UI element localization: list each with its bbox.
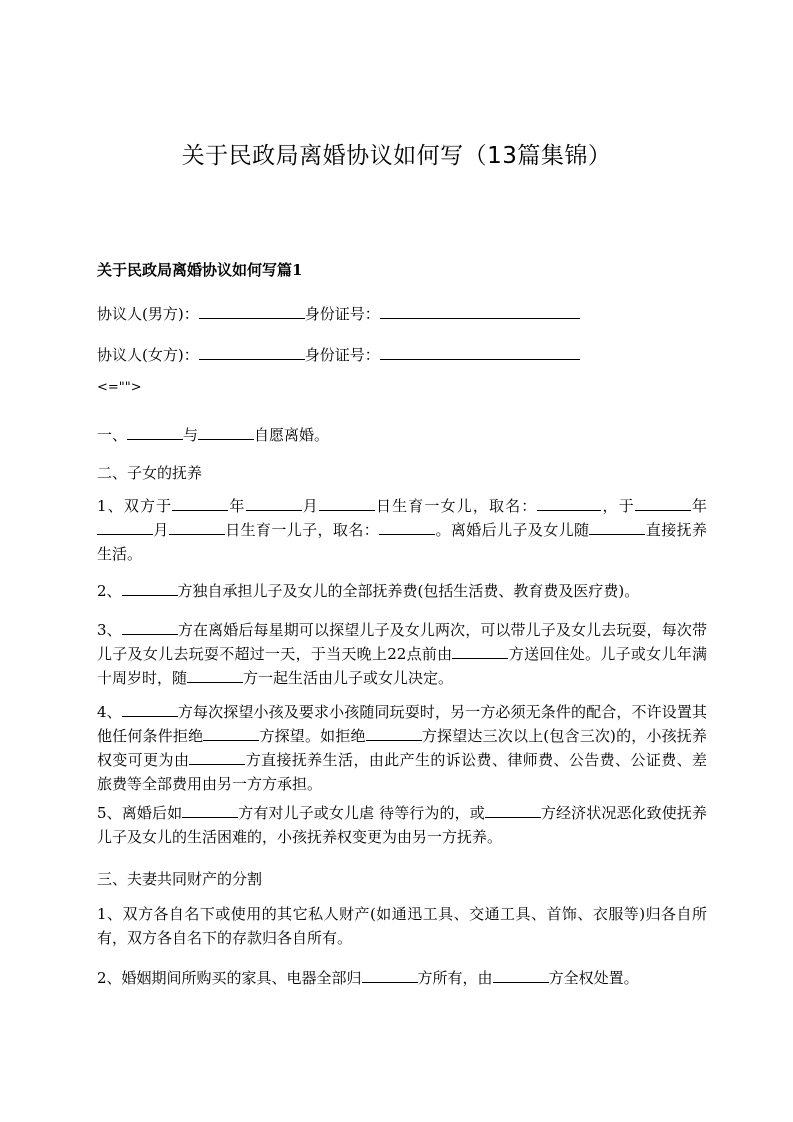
blank (366, 726, 422, 741)
text: 月 (301, 497, 319, 515)
clause-1-and: 与 (183, 426, 199, 444)
id-blank (380, 345, 580, 360)
id-blank (380, 304, 580, 319)
text: 4、 (97, 703, 122, 721)
id-label: 身份证号： (304, 346, 380, 364)
blank (189, 750, 245, 765)
text: 3、 (97, 621, 122, 639)
name-blank (199, 345, 305, 360)
blank (493, 968, 549, 983)
text: 方每次探望小孩及要求小孩随同玩耍时，另一方必须无条件的配合，不许设置其他任何条件拒绝 (97, 703, 707, 745)
blank (379, 520, 435, 535)
blank (187, 668, 243, 683)
paragraph-2-4 (97, 700, 707, 796)
markup-artifact: <=""> (97, 380, 142, 395)
text: 日生育一女儿，取名： (374, 497, 538, 515)
blank (169, 520, 225, 535)
text: 年 (690, 497, 707, 515)
text: 直接抚养生活。 (97, 521, 707, 563)
text: 。离婚后儿子及女儿随 (435, 521, 590, 539)
party-female-line (97, 344, 580, 365)
clause-1-prefix: 一、 (97, 426, 128, 444)
paragraph-2-2 (97, 579, 707, 603)
blank (246, 496, 302, 511)
blank (127, 425, 183, 440)
text: 5、离婚后如 (97, 804, 183, 822)
blank (122, 702, 178, 717)
text: 月 (153, 521, 169, 539)
paragraph-2-3 (97, 618, 707, 690)
blank (97, 520, 153, 535)
party-male-label: 协议人(男方)： (97, 305, 199, 323)
paragraph-3-1: 1、双方各自名下或使用的其它私人财产(如通迅工具、交通工具、首饰、衣服等)归各自所有，双方各自名下的存款归各自所有。 (97, 905, 707, 947)
text: 1、双方于 (97, 497, 173, 515)
blank (635, 496, 691, 511)
section-subtitle: 关于民政局离婚协议如何写篇1 (97, 261, 303, 279)
paragraph-2-5 (97, 801, 707, 849)
section-2-heading: 二、子女的抚养 (97, 464, 203, 482)
clause-1 (97, 424, 329, 445)
blank (172, 496, 228, 511)
blank (122, 581, 178, 596)
text: 方一起生活由儿子或女儿决定。 (243, 669, 454, 687)
text: 日生育一儿子，取名： (224, 521, 380, 539)
text: 方直接抚养生活，由此产生的诉讼费、律师费、公告费、公证费、差旅费等全部费用由另一方方承担。 (97, 751, 707, 793)
text: 方全权处置。 (548, 969, 639, 987)
blank (452, 644, 508, 659)
document-title: 关于民政局离婚协议如何写（13篇集锦） (181, 143, 612, 169)
text: 方独自承担儿子及女儿的全部抚养费(包括生活费、教育费及医疗费)。 (177, 582, 640, 600)
text: 年 (228, 497, 246, 515)
blank (362, 968, 418, 983)
text: ，于 (601, 497, 635, 515)
blank (485, 803, 541, 818)
blank (537, 496, 601, 511)
name-blank (199, 304, 305, 319)
section-3-heading: 三、夫妻共同财产的分割 (97, 870, 263, 888)
paragraph-3-2 (97, 966, 707, 990)
id-label: 身份证号： (304, 305, 380, 323)
text: 方送回住处。儿子或女儿年满十周岁时，随 (97, 645, 707, 687)
text: 方经济状况恶化致使抚养儿子及女儿的生活困难的，小孩抚养权变更为由另一方抚养。 (97, 804, 707, 846)
text: 2、婚姻期间所购买的家具、电器全部归 (97, 969, 362, 987)
text: 方探望。如拒绝 (259, 727, 366, 745)
blank (319, 496, 375, 511)
paragraph-2-1 (97, 494, 707, 566)
blank (182, 803, 238, 818)
text: 2、 (97, 582, 122, 600)
blank (198, 425, 254, 440)
text: 方在离婚后每星期可以探望儿子及女儿两次，可以带儿子及女儿去玩耍，每次带儿子及女儿去玩耍不超过一天，于当天晚上22点前由 (97, 621, 707, 663)
text: 方所有，由 (417, 969, 493, 987)
party-female-label: 协议人(女方)： (97, 346, 199, 364)
party-male-line (97, 303, 580, 324)
blank (203, 726, 259, 741)
blank (122, 620, 178, 635)
text: 方有对儿子或女儿虐 待等行为的，或 (238, 804, 485, 822)
blank (589, 520, 645, 535)
clause-1-suffix: 自愿离婚。 (254, 426, 330, 444)
text: 方探望达三次以上(包含三次)的，小孩抚养权变可更为由 (97, 727, 707, 769)
